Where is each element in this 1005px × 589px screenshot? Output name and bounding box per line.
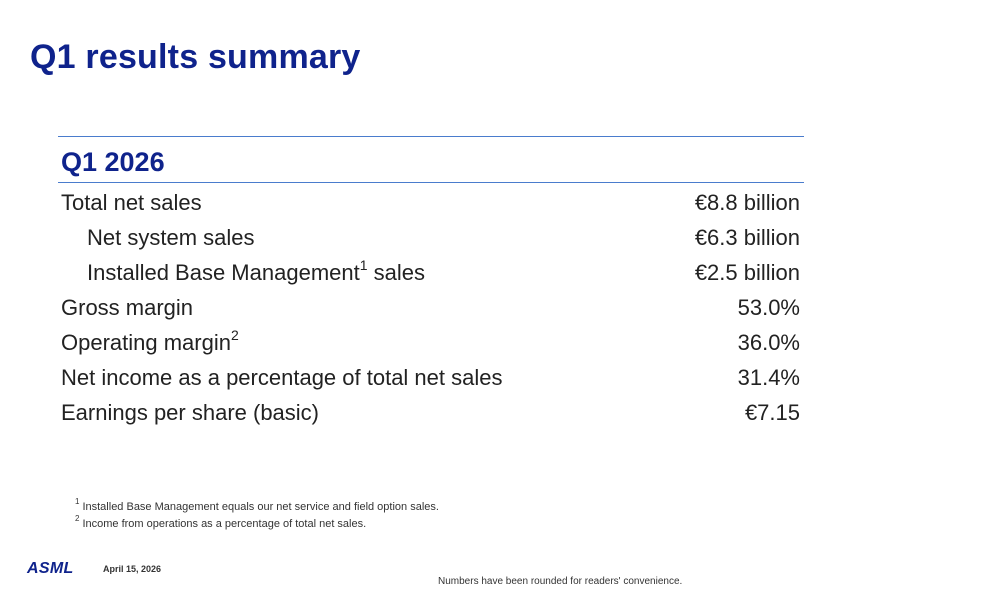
row-value: €2.5 billion (694, 260, 800, 285)
row-value: €7.15 (744, 400, 800, 425)
table-row-installed-base-management-sales (58, 253, 804, 288)
row-label-text: Net income as a percentage of total net sales (61, 365, 503, 390)
row-label (58, 358, 502, 398)
row-label (58, 183, 202, 223)
page-title: Q1 results summary (30, 38, 361, 76)
row-value: 53.0% (737, 295, 800, 320)
row-label-suffix: sales (367, 260, 426, 285)
row-value: 31.4% (737, 365, 800, 390)
row-label-text: Total net sales (61, 190, 202, 215)
footnote-text: Installed Base Management equals our net service and field option sales. (82, 501, 439, 513)
footnote-text: Income from operations as a percentage of total net sales. (82, 518, 367, 530)
row-label (58, 288, 193, 328)
footnotes (75, 499, 439, 533)
results-table (58, 136, 804, 428)
footer-date: April 15, 2026 (103, 564, 162, 574)
table-row-total-net-sales (58, 183, 804, 218)
row-label-text: Gross margin (61, 295, 194, 320)
row-label (58, 393, 319, 433)
row-value: €6.3 billion (694, 225, 800, 250)
footnote-ref-1: 1 (359, 256, 368, 273)
footnote-1 (75, 499, 439, 516)
row-value: €8.8 billion (694, 190, 800, 215)
footnote-mark: 2 (75, 514, 80, 524)
table-row-earnings-per-share (58, 393, 804, 428)
asml-logo: ASML (27, 560, 74, 577)
row-label-text: Operating margin (61, 330, 231, 355)
table-row-net-income-percentage (58, 358, 804, 393)
row-label-text: Installed Base Management (87, 260, 360, 285)
row-label (58, 218, 255, 258)
footnote-ref-2: 2 (230, 326, 239, 343)
table-row-gross-margin (58, 288, 804, 323)
rounding-note: Numbers have been rounded for readers' convenience. (438, 576, 683, 587)
footnote-mark: 1 (75, 497, 80, 507)
row-label (58, 323, 239, 363)
footnote-2 (75, 516, 439, 533)
row-label (58, 253, 425, 293)
row-label-text: Net system sales (87, 225, 255, 250)
table-row-net-system-sales (58, 218, 804, 253)
table-row-operating-margin (58, 323, 804, 358)
row-value: 36.0% (737, 330, 800, 355)
row-label-text: Earnings per share (basic) (61, 400, 320, 425)
period-header: Q1 2026 (61, 147, 165, 177)
